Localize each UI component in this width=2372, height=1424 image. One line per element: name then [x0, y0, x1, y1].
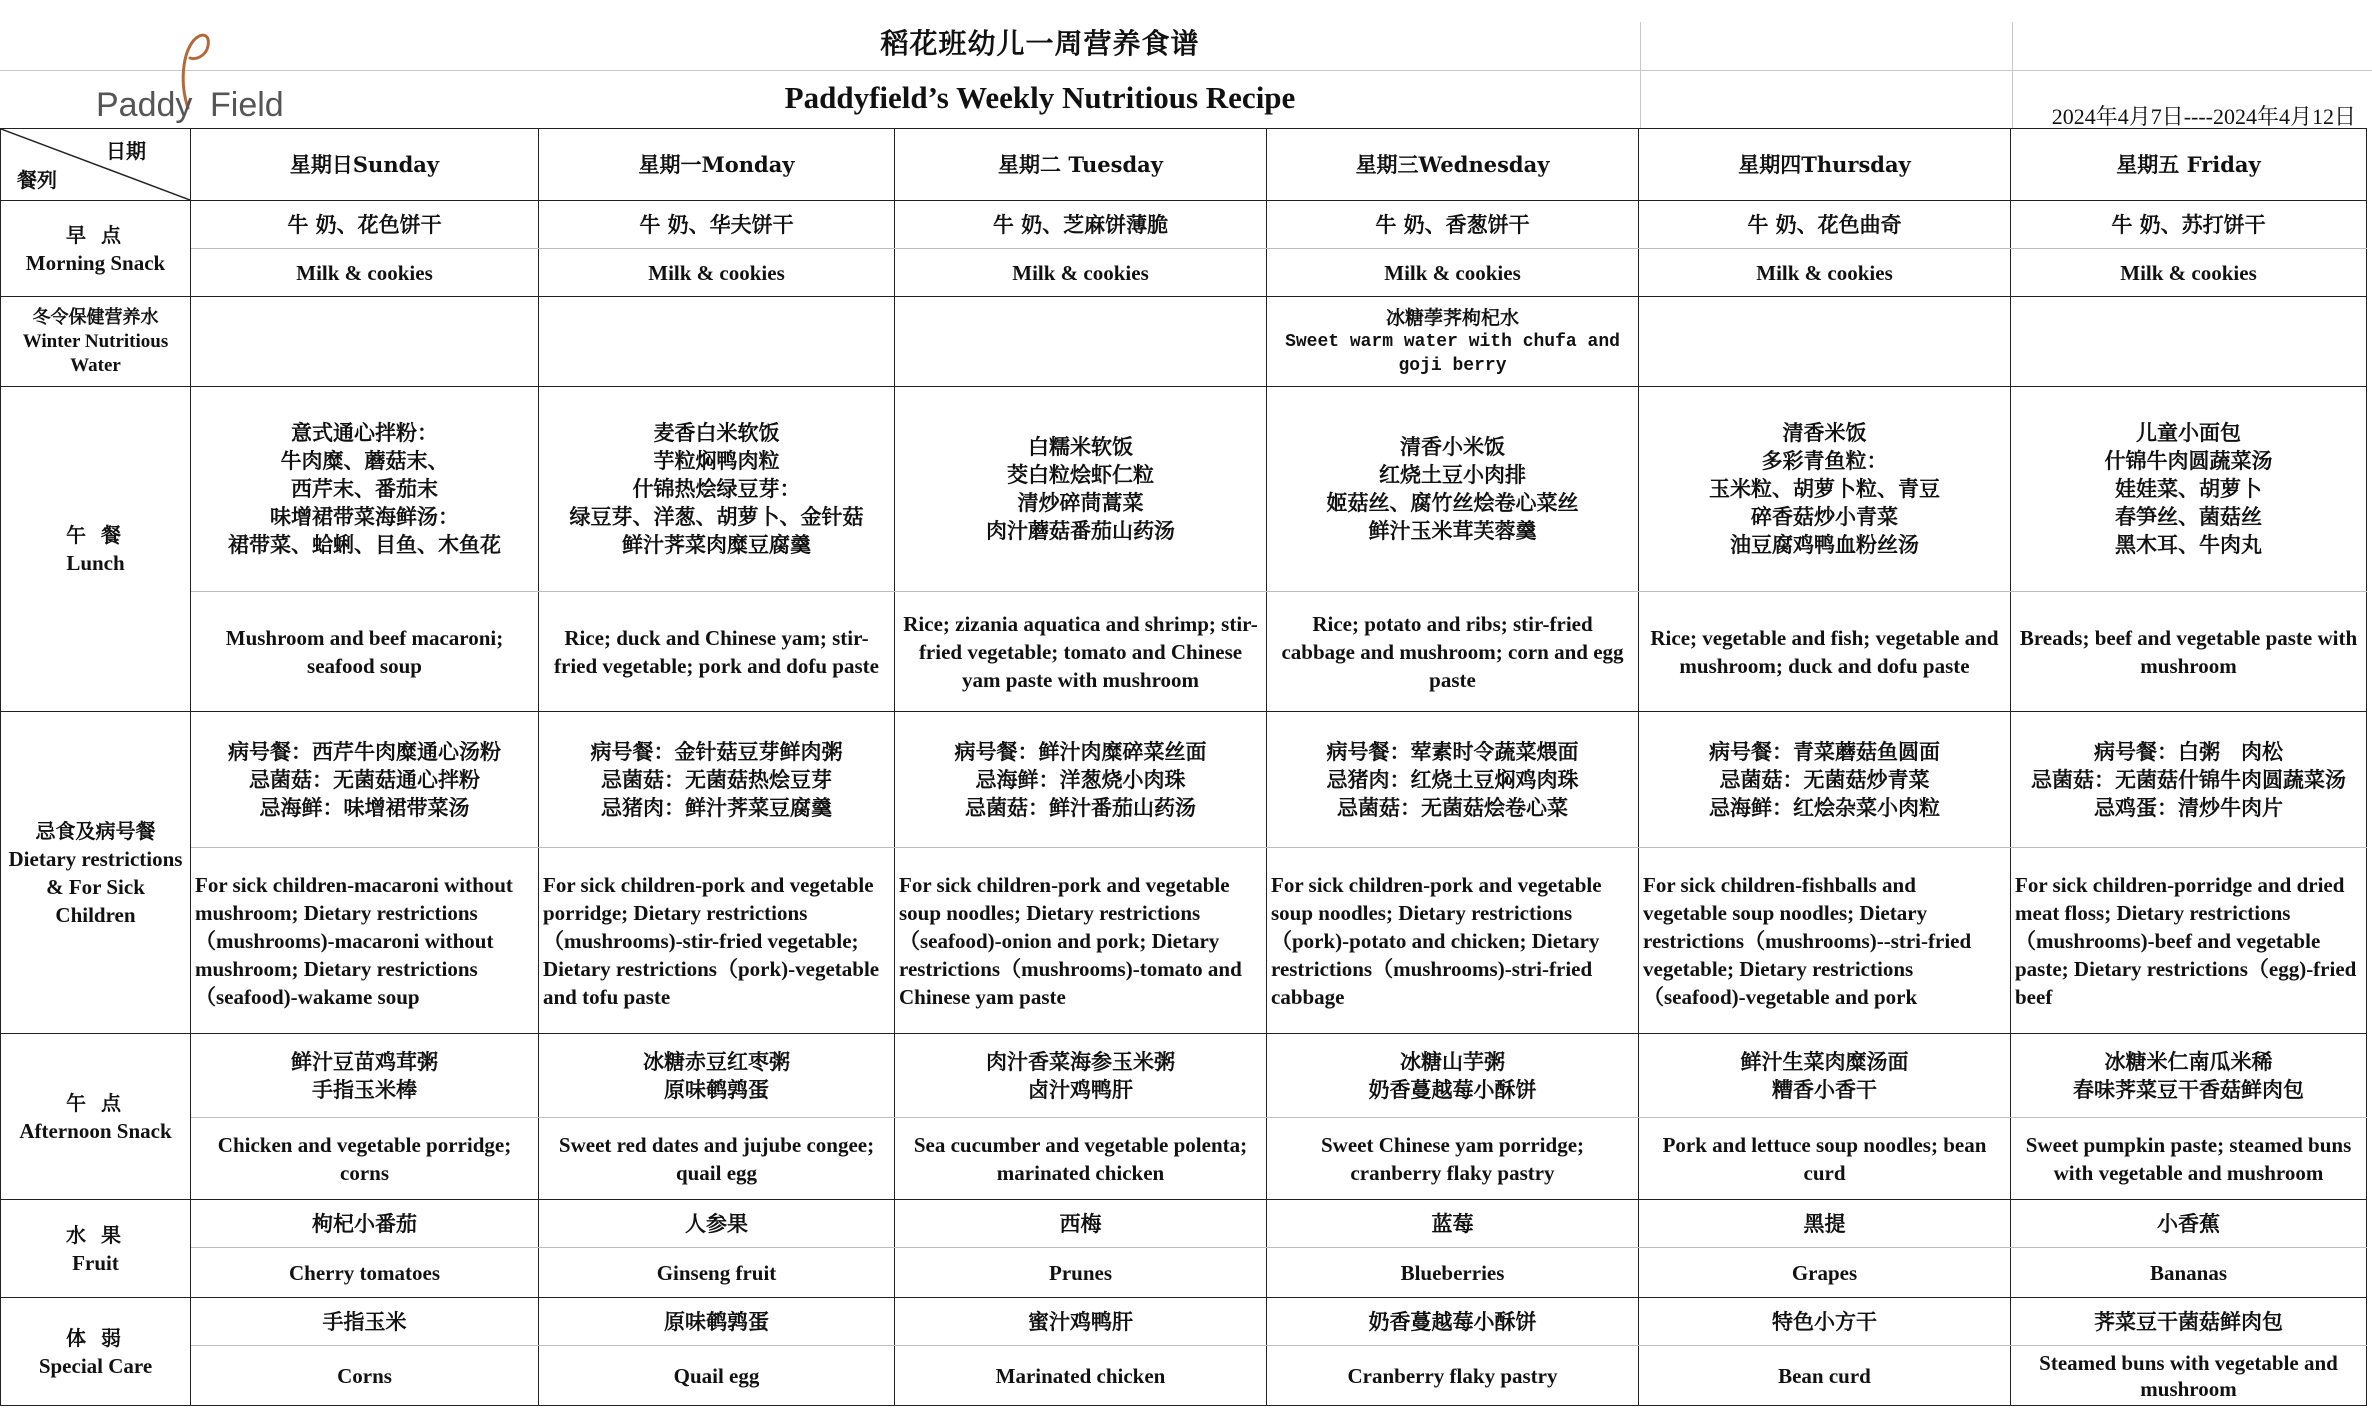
menu-cell: 肉汁香菜海参玉米粥 卤汁鸡鸭肝 — [895, 1034, 1267, 1118]
menu-cell: 冰糖赤豆红枣粥 原味鹌鹑蛋 — [539, 1034, 895, 1118]
menu-cell: 儿童小面包 什锦牛肉圆蔬菜汤 娃娃菜、胡萝卜 春笋丝、菌菇丝 黑木耳、牛肉丸 — [2011, 387, 2367, 592]
menu-cell: 牛 奶、香葱饼干 — [1267, 201, 1639, 249]
menu-cell: 病号餐：鲜汁肉糜碎菜丝面 忌海鲜：洋葱烧小肉珠 忌菌菇：鲜汁番茄山药汤 — [895, 712, 1267, 848]
menu-cell: 黑提 — [1639, 1200, 2011, 1248]
menu-cell: Rice; zizania aquatica and shrimp; stir-fried vegetable; tomato and Chinese yam paste with mushroom — [895, 592, 1267, 712]
menu-cell: Sea cucumber and vegetable polenta; marinated chicken — [895, 1118, 1267, 1200]
menu-cell: 冰糖米仁南瓜米稀 春味荠菜豆干香菇鲜肉包 — [2011, 1034, 2367, 1118]
menu-cell: Sweet red dates and jujube congee; quail egg — [539, 1118, 895, 1200]
menu-cell: 清香小米饭 红烧土豆小肉排 姬菇丝、腐竹丝烩卷心菜丝 鲜汁玉米茸芙蓉羹 — [1267, 387, 1639, 592]
winter-water-row — [1, 297, 2367, 387]
meal-label-diet: 忌食及病号餐 Dietary restrictions & For Sick Children — [1, 712, 191, 1034]
menu-cell — [191, 297, 539, 387]
menu-cell: 蜜汁鸡鸭肝 — [895, 1298, 1267, 1346]
lunch-en-row — [1, 592, 2367, 712]
weekly-menu-table — [0, 128, 2367, 1406]
afternoon-en-row — [1, 1118, 2367, 1200]
menu-cell: 手指玉米 — [191, 1298, 539, 1346]
corner-meal-label: 餐列 — [17, 168, 57, 192]
day-header: 星期四Thursday — [1639, 129, 2011, 201]
menu-cell: 麦香白米软饭 芋粒焖鸭肉粒 什锦热烩绿豆芽： 绿豆芽、洋葱、胡萝卜、金针菇 鲜汁荠菜肉糜豆腐羹 — [539, 387, 895, 592]
day-header: 星期一Monday — [539, 129, 895, 201]
menu-cell: 病号餐：金针菇豆芽鲜肉粥 忌菌菇：无菌菇热烩豆芽 忌猪肉：鲜汁荠菜豆腐羹 — [539, 712, 895, 848]
menu-cell: Prunes — [895, 1248, 1267, 1298]
diet-cn-row — [1, 712, 2367, 848]
menu-cell: 特色小方干 — [1639, 1298, 2011, 1346]
corner-date-label: 日期 — [106, 139, 146, 163]
menu-cell — [895, 297, 1267, 387]
menu-cell: Milk & cookies — [1267, 249, 1639, 297]
menu-cell: For sick children-macaroni without mushroom; Dietary restrictions（mushrooms)-macaroni without mushroom; Dietary restrictions（seafood)-wakame soup — [191, 848, 539, 1034]
menu-cell: 病号餐：白粥 肉松 忌菌菇：无菌菇什锦牛肉圆蔬菜汤 忌鸡蛋：清炒牛肉片 — [2011, 712, 2367, 848]
menu-cell: 原味鹌鹑蛋 — [539, 1298, 895, 1346]
day-header: 星期日Sunday — [191, 129, 539, 201]
menu-cell: 病号餐：荤素时令蔬菜煨面 忌猪肉：红烧土豆焖鸡肉珠 忌菌菇：无菌菇烩卷心菜 — [1267, 712, 1639, 848]
menu-cell: For sick children-pork and vegetable soup noodles; Dietary restrictions（pork)-potato and chicken; Dietary restrictions（mushrooms)-stri-fried cabbage — [1267, 848, 1639, 1034]
menu-cell: 人参果 — [539, 1200, 895, 1248]
menu-cell: Milk & cookies — [191, 249, 539, 297]
menu-cell: 牛 奶、华夫饼干 — [539, 201, 895, 249]
paddyfield-logo — [70, 24, 330, 134]
title-english: Paddyfield’s Weekly Nutritious Recipe — [784, 80, 1296, 115]
morning-snack-en-row — [1, 249, 2367, 297]
afternoon-cn-row — [1, 1034, 2367, 1118]
menu-cell: 冰糖荸荠枸杞水 Sweet warm water with chufa and goji berry — [1267, 297, 1639, 387]
menu-cell: 小香蕉 — [2011, 1200, 2367, 1248]
menu-cell: Milk & cookies — [2011, 249, 2367, 297]
paddyfield-logo-icon — [70, 24, 330, 134]
day-header: 星期三Wednesday — [1267, 129, 1639, 201]
menu-cell: 病号餐：西芹牛肉糜通心汤粉 忌菌菇：无菌菇通心拌粉 忌海鲜：味增裙带菜汤 — [191, 712, 539, 848]
header-grid-line — [1640, 22, 1641, 128]
fruit-en-row — [1, 1248, 2367, 1298]
meal-label-winter-water: 冬令保健营养水 Winter Nutritious Water — [1, 297, 191, 387]
meal-label-morning: 早 点 Morning Snack — [1, 201, 191, 297]
menu-cell: 病号餐：青菜蘑菇鱼圆面 忌菌菇：无菌菇炒青菜 忌海鲜：红烩杂菜小肉粒 — [1639, 712, 2011, 848]
menu-cell: 牛 奶、花色曲奇 — [1639, 201, 2011, 249]
svg-text:Field: Field — [210, 86, 284, 124]
day-header-row — [1, 129, 2367, 201]
menu-cell — [1639, 297, 2011, 387]
menu-cell: Rice; vegetable and fish; vegetable and mushroom; duck and dofu paste — [1639, 592, 2011, 712]
menu-cell: Grapes — [1639, 1248, 2011, 1298]
menu-cell: 荠菜豆干菌菇鲜肉包 — [2011, 1298, 2367, 1346]
meal-label-fruit: 水 果 Fruit — [1, 1200, 191, 1298]
meal-label-special-care: 体 弱 Special Care — [1, 1298, 191, 1406]
date-range: 2024年4月7日----2024年4月12日 — [2051, 104, 2356, 129]
corner-cell — [1, 129, 191, 201]
menu-cell: Cranberry flaky pastry — [1267, 1346, 1639, 1406]
meal-label-lunch: 午 餐 Lunch — [1, 387, 191, 712]
menu-cell: Corns — [191, 1346, 539, 1406]
fruit-cn-row — [1, 1200, 2367, 1248]
special-care-cn-row — [1, 1298, 2367, 1346]
menu-cell: 牛 奶、花色饼干 — [191, 201, 539, 249]
menu-cell: 鲜汁生菜肉糜汤面 糟香小香干 — [1639, 1034, 2011, 1118]
menu-cell: Marinated chicken — [895, 1346, 1267, 1406]
menu-cell: Ginseng fruit — [539, 1248, 895, 1298]
menu-cell: 枸杞小番茄 — [191, 1200, 539, 1248]
lunch-cn-row — [1, 387, 2367, 592]
special-care-en-row — [1, 1346, 2367, 1406]
title-chinese: 稻花班幼儿一周营养食谱 — [880, 27, 1200, 60]
menu-cell: 蓝莓 — [1267, 1200, 1639, 1248]
menu-cell: For sick children-pork and vegetable soup noodles; Dietary restrictions（seafood)-onion and pork; Dietary restrictions（mushrooms)-tomato and Chinese yam paste — [895, 848, 1267, 1034]
menu-cell: Rice; potato and ribs; stir-fried cabbage and mushroom; corn and egg paste — [1267, 592, 1639, 712]
menu-cell — [539, 297, 895, 387]
menu-cell: 鲜汁豆苗鸡茸粥 手指玉米棒 — [191, 1034, 539, 1118]
menu-cell: Mushroom and beef macaroni; seafood soup — [191, 592, 539, 712]
menu-cell: 意式通心拌粉： 牛肉糜、蘑菇末、 西芹末、番茄末 味增裙带菜海鲜汤： 裙带菜、蛤蜊、目鱼、木鱼花 — [191, 387, 539, 592]
menu-cell: 牛 奶、芝麻饼薄脆 — [895, 201, 1267, 249]
svg-text:Paddy: Paddy — [96, 86, 193, 124]
menu-cell: For sick children-pork and vegetable porridge; Dietary restrictions（mushrooms)-stir-fried vegetable; Dietary restrictions（pork)-vegetable and tofu paste — [539, 848, 895, 1034]
menu-cell: Quail egg — [539, 1346, 895, 1406]
menu-cell: 西梅 — [895, 1200, 1267, 1248]
menu-cell: 奶香蔓越莓小酥饼 — [1267, 1298, 1639, 1346]
menu-cell — [2011, 297, 2367, 387]
menu-cell: Milk & cookies — [1639, 249, 2011, 297]
menu-cell: Rice; duck and Chinese yam; stir-fried vegetable; pork and dofu paste — [539, 592, 895, 712]
menu-cell: 冰糖山芋粥 奶香蔓越莓小酥饼 — [1267, 1034, 1639, 1118]
menu-cell: Steamed buns with vegetable and mushroom — [2011, 1346, 2367, 1406]
menu-cell: Breads; beef and vegetable paste with mushroom — [2011, 592, 2367, 712]
menu-cell: Chicken and vegetable porridge; corns — [191, 1118, 539, 1200]
menu-cell: For sick children-fishballs and vegetable soup noodles; Dietary restrictions（mushrooms)--stri-fried vegetable; Dietary restrictions（seafood)-vegetable and pork — [1639, 848, 2011, 1034]
menu-cell: Bananas — [2011, 1248, 2367, 1298]
menu-cell: 牛 奶、苏打饼干 — [2011, 201, 2367, 249]
menu-cell: Sweet pumpkin paste; steamed buns with vegetable and mushroom — [2011, 1118, 2367, 1200]
menu-cell: Bean curd — [1639, 1346, 2011, 1406]
menu-cell: Blueberries — [1267, 1248, 1639, 1298]
day-header: 星期二 Tuesday — [895, 129, 1267, 201]
day-header: 星期五 Friday — [2011, 129, 2367, 201]
menu-cell: Milk & cookies — [539, 249, 895, 297]
header-grid-line — [0, 70, 2372, 71]
menu-cell: For sick children-porridge and dried meat floss; Dietary restrictions（mushrooms)-beef and vegetable paste; Dietary restrictions（egg)-fried beef — [2011, 848, 2367, 1034]
menu-cell: Pork and lettuce soup noodles; bean curd — [1639, 1118, 2011, 1200]
menu-cell: Sweet Chinese yam porridge; cranberry flaky pastry — [1267, 1118, 1639, 1200]
morning-snack-cn-row — [1, 201, 2367, 249]
menu-cell: 清香米饭 多彩青鱼粒： 玉米粒、胡萝卜粒、青豆 碎香菇炒小青菜 油豆腐鸡鸭血粉丝汤 — [1639, 387, 2011, 592]
menu-cell: 白糯米软饭 茭白粒烩虾仁粒 清炒碎茼蒿菜 肉汁蘑菇番茄山药汤 — [895, 387, 1267, 592]
diet-en-row — [1, 848, 2367, 1034]
meal-label-afternoon: 午 点 Afternoon Snack — [1, 1034, 191, 1200]
menu-cell: Milk & cookies — [895, 249, 1267, 297]
menu-cell: Cherry tomatoes — [191, 1248, 539, 1298]
